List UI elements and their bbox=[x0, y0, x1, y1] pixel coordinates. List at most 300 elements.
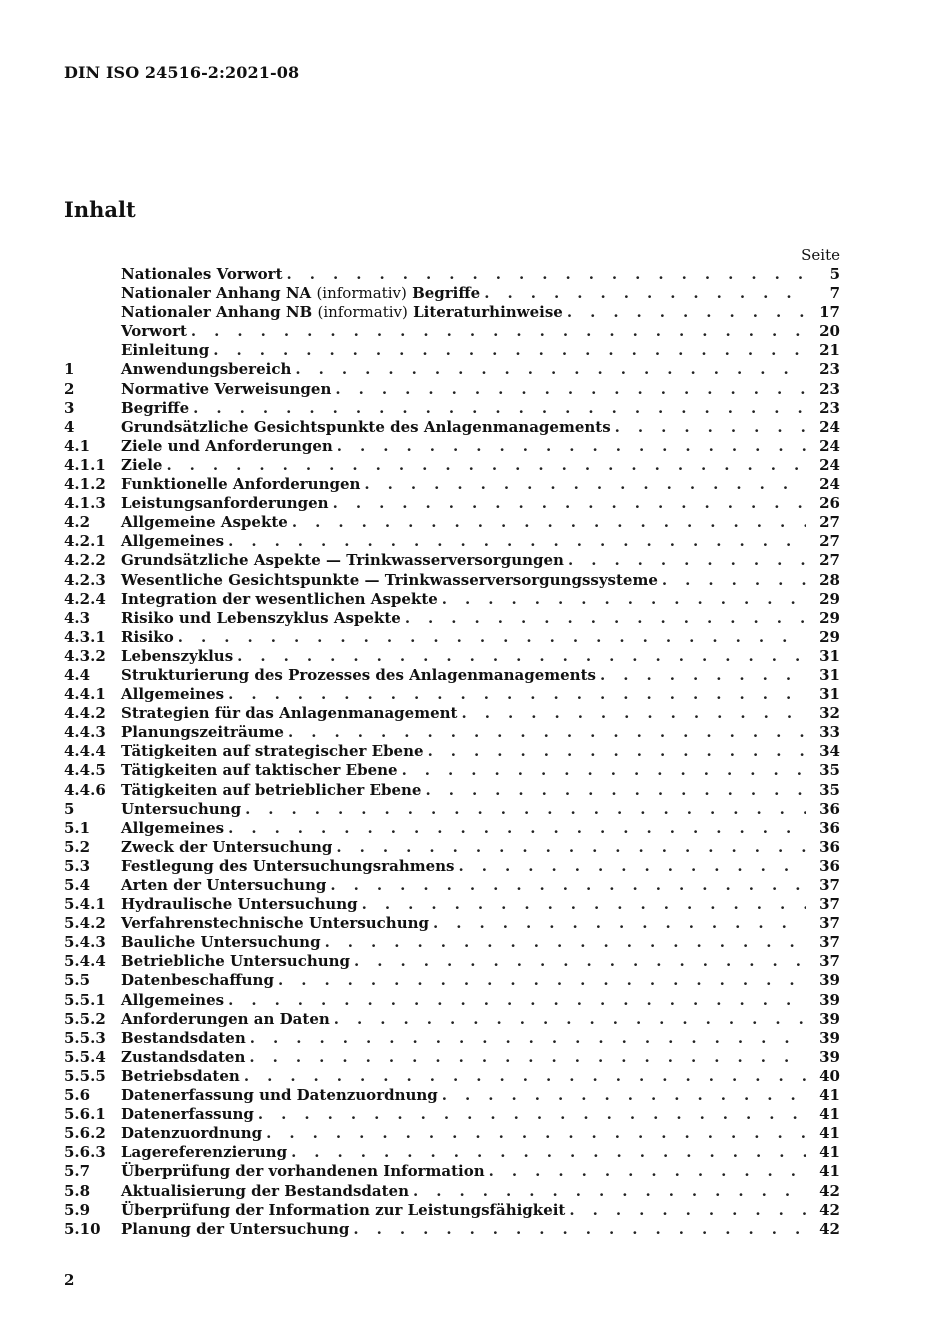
toc-leader-dots bbox=[287, 265, 806, 284]
toc-entry-title-text: Nationaler Anhang NB bbox=[121, 303, 313, 322]
toc-entry-title bbox=[121, 532, 228, 551]
toc-entry-number: 4.1.1 bbox=[64, 455, 106, 474]
toc-leader-dots bbox=[459, 857, 807, 876]
toc-leader-dots bbox=[228, 991, 806, 1010]
toc-entry-title-text: Ziele und Anforderungen bbox=[121, 436, 333, 455]
toc-entry-title-text: Allgemeine Aspekte bbox=[121, 513, 288, 532]
toc-entry-page: 29 bbox=[806, 590, 840, 609]
toc-entry-page: 20 bbox=[806, 322, 840, 341]
toc-entry-title bbox=[121, 895, 362, 914]
toc-entry[interactable] bbox=[64, 914, 840, 933]
toc-leader-dots bbox=[244, 1067, 806, 1086]
toc-entry-number: 4.1.2 bbox=[64, 475, 106, 494]
toc-entry-page: 26 bbox=[806, 494, 840, 513]
toc-entry-title bbox=[121, 819, 228, 838]
toc-entry-number: 4.2 bbox=[64, 513, 91, 532]
toc-entry[interactable] bbox=[64, 723, 840, 742]
toc-entry-number: 4.2.4 bbox=[64, 589, 106, 608]
toc-entry-page: 39 bbox=[806, 991, 840, 1010]
toc-entry-page: 42 bbox=[806, 1201, 840, 1220]
toc-entry-number: 4.1.3 bbox=[64, 494, 106, 513]
toc-entry-page: 39 bbox=[806, 971, 840, 990]
toc-entry-title-text: Bestandsdaten bbox=[121, 1028, 246, 1047]
toc-entry-number: 3 bbox=[64, 398, 75, 417]
toc-entry-title-text: Allgemeines bbox=[121, 990, 225, 1009]
toc-entry-title-suffix: Begriffe bbox=[412, 284, 481, 303]
toc-entry-number: 5.5.2 bbox=[64, 1009, 106, 1028]
toc-entry-title bbox=[121, 609, 405, 628]
toc-entry-title bbox=[121, 590, 442, 609]
toc-entry-title-text: Leistungsanforderungen bbox=[121, 494, 329, 513]
toc-entry-title bbox=[121, 1201, 569, 1220]
toc-entry-number: 5 bbox=[64, 799, 75, 818]
toc-entry-number: 5.4.2 bbox=[64, 914, 106, 933]
toc-entry-page: 39 bbox=[806, 1029, 840, 1048]
toc-entry[interactable] bbox=[64, 1029, 840, 1048]
toc-entry-page: 5 bbox=[806, 265, 840, 284]
toc-entry-title bbox=[121, 418, 615, 437]
toc-leader-dots bbox=[250, 1029, 806, 1048]
toc-entry-title bbox=[121, 571, 662, 590]
toc-entry-number: 5.6.3 bbox=[64, 1143, 106, 1162]
toc-entry-title-text: Betriebsdaten bbox=[121, 1066, 240, 1085]
toc-entry-title-text: Normative Verweisungen bbox=[121, 379, 332, 398]
toc-entry-title-text: Untersuchung bbox=[121, 799, 242, 818]
toc-entry-page: 29 bbox=[806, 609, 840, 628]
toc-entry[interactable] bbox=[64, 781, 840, 800]
toc-entry-page: 36 bbox=[806, 819, 840, 838]
toc-entry-title bbox=[121, 1105, 258, 1124]
toc-entry-page: 27 bbox=[806, 513, 840, 532]
toc-entry-page: 24 bbox=[806, 456, 840, 475]
toc-entry-number: 5.6.1 bbox=[64, 1105, 106, 1124]
toc-entry-title bbox=[121, 1220, 353, 1239]
toc-leader-dots bbox=[568, 551, 806, 570]
toc-entry-title bbox=[121, 456, 166, 475]
toc-entry-page: 24 bbox=[806, 437, 840, 456]
toc-entry[interactable] bbox=[64, 551, 840, 570]
toc-entry[interactable] bbox=[64, 857, 840, 876]
toc-entry-title bbox=[121, 1048, 249, 1067]
toc-entry-title-text: Allgemeines bbox=[121, 818, 225, 837]
toc-entry-number: 5.5 bbox=[64, 971, 91, 990]
toc-entry-title-text: Planungszeiträume bbox=[121, 723, 284, 742]
toc-entry-page: 29 bbox=[806, 628, 840, 647]
toc-entry-number: 5.8 bbox=[64, 1181, 91, 1200]
toc-entry-title-text: Risiko und Lebenszyklus Aspekte bbox=[121, 608, 401, 627]
toc-leader-dots bbox=[213, 341, 806, 360]
toc-leader-dots bbox=[662, 571, 806, 590]
toc-entry-title bbox=[121, 876, 330, 895]
toc-leader-dots bbox=[489, 1162, 806, 1181]
toc-leader-dots bbox=[288, 723, 806, 742]
toc-leader-dots bbox=[245, 800, 806, 819]
toc-entry[interactable] bbox=[64, 322, 840, 341]
toc-entry-page: 23 bbox=[806, 399, 840, 418]
toc-entry-title bbox=[121, 933, 325, 952]
toc-leader-dots bbox=[166, 456, 806, 475]
toc-entry-title bbox=[121, 647, 237, 666]
toc-leader-dots bbox=[295, 360, 806, 379]
toc-leader-dots bbox=[178, 628, 806, 647]
toc-entry-title bbox=[121, 723, 288, 742]
toc-entry-title-text: Betriebliche Untersuchung bbox=[121, 952, 351, 971]
toc-entry[interactable] bbox=[64, 628, 840, 647]
toc-leader-dots bbox=[461, 704, 806, 723]
toc-entry-title-text: Grundsätzliche Aspekte — Trinkwasserversorgungen bbox=[121, 551, 564, 570]
toc-entry-title-text: Grundsätzliche Gesichtspunkte des Anlagenmanagements bbox=[121, 417, 611, 436]
toc-entry-page: 36 bbox=[806, 857, 840, 876]
toc-entry-title-text: Zweck der Untersuchung bbox=[121, 837, 333, 856]
toc-entry-number: 4.4 bbox=[64, 665, 91, 684]
toc-leader-dots bbox=[228, 819, 806, 838]
toc-entry-title-text: Strategien für das Anlagenmanagement bbox=[121, 704, 458, 723]
toc-entry-title bbox=[121, 1086, 442, 1105]
toc-entry[interactable] bbox=[64, 1220, 840, 1239]
toc-entry-title bbox=[121, 991, 228, 1010]
toc-entry-title-text: Anforderungen an Daten bbox=[121, 1009, 330, 1028]
toc-entry-page: 37 bbox=[806, 952, 840, 971]
toc-entry-title bbox=[121, 952, 354, 971]
toc-leader-dots bbox=[442, 1086, 806, 1105]
toc-entry-title bbox=[121, 513, 292, 532]
toc-leader-dots bbox=[291, 1143, 806, 1162]
toc-leader-dots bbox=[228, 685, 806, 704]
toc-entry[interactable] bbox=[64, 1048, 840, 1067]
toc-entry[interactable] bbox=[64, 1067, 840, 1086]
toc-entry-title-text: Tätigkeiten auf taktischer Ebene bbox=[121, 761, 398, 780]
toc-entry-number: 4.2.1 bbox=[64, 532, 106, 551]
toc-entry-number: 5.6.2 bbox=[64, 1124, 106, 1143]
toc-entry-page: 32 bbox=[806, 704, 840, 723]
toc-entry[interactable] bbox=[64, 1162, 840, 1181]
toc-entry[interactable] bbox=[64, 303, 840, 322]
toc-entry-number: 5.3 bbox=[64, 856, 91, 875]
toc-entry-title bbox=[121, 857, 459, 876]
toc-entry-title-text: Hydraulische Untersuchung bbox=[121, 895, 358, 914]
toc-leader-dots bbox=[484, 284, 806, 303]
toc-leader-dots bbox=[354, 952, 806, 971]
toc-entry-number: 4.4.5 bbox=[64, 761, 106, 780]
toc-entry-title-text: Allgemeines bbox=[121, 532, 225, 551]
toc-entry-page: 41 bbox=[806, 1162, 840, 1181]
toc-entry-number: 4.4.3 bbox=[64, 723, 106, 742]
toc-entry-page: 37 bbox=[806, 876, 840, 895]
toc-entry-page: 35 bbox=[806, 781, 840, 800]
toc-entry-title bbox=[121, 551, 568, 570]
toc-leader-dots bbox=[325, 933, 806, 952]
toc-entry-title-suffix: Literaturhinweise bbox=[413, 303, 563, 322]
toc-entry-page: 41 bbox=[806, 1086, 840, 1105]
toc-entry-number: 4 bbox=[64, 417, 75, 436]
toc-entry-page: 41 bbox=[806, 1124, 840, 1143]
toc-entry-page: 24 bbox=[806, 418, 840, 437]
toc-entry-title-text: Tätigkeiten auf strategischer Ebene bbox=[121, 742, 424, 761]
toc-entry-title-text: Überprüfung der Information zur Leistungsfähigkeit bbox=[121, 1200, 566, 1219]
toc-entry[interactable] bbox=[64, 742, 840, 761]
toc-entry[interactable] bbox=[64, 1201, 840, 1220]
toc-entry-number: 1 bbox=[64, 360, 75, 379]
toc-entry-title bbox=[121, 341, 213, 360]
toc-entry-number: 5.5.3 bbox=[64, 1028, 106, 1047]
toc-entry[interactable] bbox=[64, 1182, 840, 1201]
toc-entry-title bbox=[121, 1162, 489, 1181]
toc-leader-dots bbox=[567, 303, 806, 322]
toc-entry-title bbox=[121, 494, 333, 513]
toc-entry-note: (informativ) bbox=[316, 284, 407, 303]
toc-leader-dots bbox=[364, 475, 806, 494]
toc-entry-note: (informativ) bbox=[317, 303, 408, 322]
toc-entry-title bbox=[121, 1143, 291, 1162]
toc-entry-title-text: Strukturierung des Prozesses des Anlagenmanagements bbox=[121, 665, 596, 684]
toc-entry[interactable] bbox=[64, 933, 840, 952]
toc-leader-dots bbox=[336, 838, 806, 857]
toc-entry-page: 36 bbox=[806, 838, 840, 857]
toc-entry-title bbox=[121, 914, 433, 933]
toc-entry-title-text: Funktionelle Anforderungen bbox=[121, 475, 361, 494]
toc-entry-title-text: Überprüfung der vorhandenen Information bbox=[121, 1162, 485, 1181]
toc-entry-title bbox=[121, 1124, 266, 1143]
toc-entry-title bbox=[121, 475, 364, 494]
toc-entry[interactable] bbox=[64, 838, 840, 857]
toc-entry-page: 41 bbox=[806, 1105, 840, 1124]
toc-entry[interactable] bbox=[64, 952, 840, 971]
toc-entry[interactable] bbox=[64, 666, 840, 685]
toc-entry-title bbox=[121, 1067, 244, 1086]
toc-leader-dots bbox=[353, 1220, 806, 1239]
toc-entry-title-text: Datenerfassung bbox=[121, 1105, 254, 1124]
toc-entry[interactable] bbox=[64, 571, 840, 590]
toc-leader-dots bbox=[333, 494, 806, 513]
toc-entry-number: 5.4.3 bbox=[64, 933, 106, 952]
toc-entry-title-text: Einleitung bbox=[121, 341, 210, 360]
toc-entry[interactable] bbox=[64, 475, 840, 494]
toc-entry-number: 4.4.4 bbox=[64, 742, 106, 761]
toc-entry-title bbox=[121, 303, 567, 322]
toc-entry-page: 39 bbox=[806, 1010, 840, 1029]
toc-entry-title bbox=[121, 322, 191, 341]
toc-entry-title bbox=[121, 761, 402, 780]
toc-entry-page: 34 bbox=[806, 742, 840, 761]
toc-entry-title-text: Wesentliche Gesichtspunkte — Trinkwasserversorgungssysteme bbox=[121, 570, 658, 589]
toc-entry[interactable] bbox=[64, 991, 840, 1010]
toc-entry[interactable] bbox=[64, 532, 840, 551]
toc-entry-number: 5.4 bbox=[64, 876, 91, 894]
toc-heading: Inhalt bbox=[64, 197, 136, 222]
toc-entry-page: 7 bbox=[806, 284, 840, 303]
toc-entry-title-text: Nationales Vorwort bbox=[121, 265, 283, 283]
toc-entry[interactable] bbox=[64, 1124, 840, 1143]
toc-entry-title bbox=[121, 838, 336, 857]
toc-entry-title bbox=[121, 781, 425, 800]
toc-entry[interactable] bbox=[64, 819, 840, 838]
page-number: 2 bbox=[64, 1271, 75, 1289]
toc-entry-number: 4.4.6 bbox=[64, 780, 106, 799]
toc-entry-number: 5.10 bbox=[64, 1219, 101, 1238]
document-id: DIN ISO 24516-2:2021-08 bbox=[64, 63, 300, 82]
toc-entry-title-text: Datenzuordnung bbox=[121, 1124, 263, 1143]
toc-entry-page: 23 bbox=[806, 360, 840, 379]
toc-entry-number: 2 bbox=[64, 379, 75, 398]
toc-entry-page: 42 bbox=[806, 1220, 840, 1239]
toc-entry[interactable] bbox=[64, 399, 840, 418]
toc-entry-title bbox=[121, 1182, 413, 1201]
toc-entry-number: 5.4.1 bbox=[64, 895, 106, 914]
toc-entry[interactable] bbox=[64, 685, 840, 704]
toc-entry-title-text: Aktualisierung der Bestandsdaten bbox=[121, 1181, 409, 1200]
toc-entry-title bbox=[121, 1010, 334, 1029]
toc-entry-page: 27 bbox=[806, 551, 840, 570]
toc-entry-number: 4.4.2 bbox=[64, 704, 106, 723]
toc-leader-dots bbox=[249, 1048, 806, 1067]
toc-leader-dots bbox=[258, 1105, 806, 1124]
toc-leader-dots bbox=[413, 1182, 806, 1201]
toc-entry-title-text: Ziele bbox=[121, 455, 163, 474]
toc-entry-title bbox=[121, 704, 461, 723]
toc-entry-page: 31 bbox=[806, 666, 840, 685]
toc-entry-page: 17 bbox=[806, 303, 840, 322]
toc-entry-title bbox=[121, 437, 337, 456]
toc-entry-title bbox=[121, 800, 245, 819]
toc-entry-page: 37 bbox=[806, 933, 840, 952]
toc-leader-dots bbox=[433, 914, 806, 933]
toc-entry-page: 31 bbox=[806, 685, 840, 704]
toc-entry[interactable] bbox=[64, 456, 840, 475]
toc-leader-dots bbox=[405, 609, 806, 628]
toc-entry-page: 33 bbox=[806, 723, 840, 742]
toc-entry-page: 23 bbox=[806, 380, 840, 399]
toc-entry-page: 39 bbox=[806, 1048, 840, 1067]
toc-entry[interactable] bbox=[64, 1105, 840, 1124]
toc-leader-dots bbox=[615, 418, 806, 437]
toc-leader-dots bbox=[402, 761, 806, 780]
toc-entry-title-text: Tätigkeiten auf betrieblicher Ebene bbox=[121, 780, 422, 799]
toc-entry-page: 27 bbox=[806, 532, 840, 551]
toc-entry-title-text: Planung der Untersuchung bbox=[121, 1219, 350, 1238]
toc-entry[interactable] bbox=[64, 360, 840, 379]
toc-entry-page: 40 bbox=[806, 1067, 840, 1086]
toc-leader-dots bbox=[292, 513, 806, 532]
toc-entry[interactable] bbox=[64, 704, 840, 723]
toc-entry-title-text: Festlegung des Untersuchungsrahmens bbox=[121, 856, 455, 875]
toc-entry[interactable] bbox=[64, 341, 840, 360]
toc-entry-page: 42 bbox=[806, 1182, 840, 1201]
toc-entry-page: 37 bbox=[806, 895, 840, 914]
toc-entry[interactable] bbox=[64, 284, 840, 303]
table-of-contents bbox=[64, 265, 840, 1239]
toc-leader-dots bbox=[278, 971, 806, 990]
toc-entry-title-text: Begriffe bbox=[121, 398, 190, 417]
toc-entry[interactable] bbox=[64, 647, 840, 666]
toc-entry-number: 5.5.1 bbox=[64, 990, 106, 1009]
toc-entry-number: 5.5.4 bbox=[64, 1047, 106, 1066]
toc-entry-title bbox=[121, 284, 484, 303]
toc-entry-number: 4.3.2 bbox=[64, 646, 106, 665]
toc-entry[interactable] bbox=[64, 590, 840, 609]
toc-leader-dots bbox=[335, 380, 806, 399]
toc-entry-title bbox=[121, 628, 178, 647]
toc-entry[interactable] bbox=[64, 1143, 840, 1162]
toc-leader-dots bbox=[237, 647, 806, 666]
toc-entry-number: 5.2 bbox=[64, 837, 91, 856]
toc-entry-number: 5.1 bbox=[64, 818, 91, 837]
toc-entry-title bbox=[121, 380, 335, 399]
toc-entry-title-text: Anwendungsbereich bbox=[121, 360, 292, 379]
toc-entry-title-text: Lagereferenzierung bbox=[121, 1143, 288, 1162]
toc-entry[interactable] bbox=[64, 437, 840, 456]
toc-entry-title bbox=[121, 971, 278, 990]
toc-entry-page: 41 bbox=[806, 1143, 840, 1162]
toc-leader-dots bbox=[425, 781, 806, 800]
toc-entry-title-text: Datenerfassung und Datenzuordnung bbox=[121, 1086, 438, 1105]
toc-entry-title bbox=[121, 685, 228, 704]
toc-entry-number: 4.3.1 bbox=[64, 627, 106, 646]
toc-entry-title bbox=[121, 666, 600, 685]
toc-entry[interactable] bbox=[64, 1010, 840, 1029]
toc-entry-title-text: Integration der wesentlichen Aspekte bbox=[121, 589, 438, 608]
toc-entry[interactable] bbox=[64, 418, 840, 437]
toc-entry-page: 35 bbox=[806, 761, 840, 780]
toc-entry-number: 5.7 bbox=[64, 1162, 91, 1181]
toc-leader-dots bbox=[193, 399, 806, 418]
toc-entry-title bbox=[121, 399, 193, 418]
toc-leader-dots bbox=[191, 322, 806, 341]
toc-leader-dots bbox=[569, 1201, 806, 1220]
toc-entry[interactable] bbox=[64, 513, 840, 532]
toc-entry-number: 4.2.3 bbox=[64, 570, 106, 589]
toc-entry[interactable] bbox=[64, 971, 840, 990]
toc-leader-dots bbox=[330, 876, 806, 895]
toc-leader-dots bbox=[362, 895, 806, 914]
toc-entry-title-text: Allgemeines bbox=[121, 685, 225, 704]
toc-entry-title-text: Arten der Untersuchung bbox=[121, 876, 327, 894]
toc-entry-number: 5.9 bbox=[64, 1200, 91, 1219]
toc-entry-title bbox=[121, 742, 428, 761]
toc-leader-dots bbox=[337, 437, 806, 456]
toc-leader-dots bbox=[266, 1124, 806, 1143]
toc-entry-title-text: Risiko bbox=[121, 627, 174, 646]
toc-entry[interactable] bbox=[64, 1086, 840, 1105]
toc-entry-title-text: Lebenszyklus bbox=[121, 646, 234, 665]
toc-entry-number: 4.1 bbox=[64, 436, 91, 455]
toc-entry-page: 24 bbox=[806, 475, 840, 494]
toc-entry[interactable] bbox=[64, 761, 840, 780]
toc-entry-number: 4.3 bbox=[64, 608, 91, 627]
toc-entry-number: 5.4.4 bbox=[64, 952, 106, 971]
toc-entry-page: 31 bbox=[806, 647, 840, 666]
toc-entry[interactable] bbox=[64, 800, 840, 819]
toc-entry-title-text: Nationaler Anhang NA bbox=[121, 284, 312, 303]
toc-entry-title-text: Bauliche Untersuchung bbox=[121, 933, 321, 952]
toc-entry-title-text: Vorwort bbox=[121, 322, 187, 341]
toc-entry-title-text: Zustandsdaten bbox=[121, 1047, 246, 1066]
toc-entry[interactable] bbox=[64, 265, 840, 284]
toc-entry-title bbox=[121, 1029, 250, 1048]
toc-entry[interactable] bbox=[64, 380, 840, 399]
toc-entry-page: 36 bbox=[806, 800, 840, 819]
toc-entry-page: 37 bbox=[806, 914, 840, 933]
toc-leader-dots bbox=[600, 666, 806, 685]
toc-leader-dots bbox=[228, 532, 806, 551]
toc-leader-dots bbox=[334, 1010, 806, 1029]
toc-entry-number: 4.4.1 bbox=[64, 685, 106, 704]
toc-entry[interactable] bbox=[64, 876, 840, 895]
page-column-label: Seite bbox=[801, 246, 840, 264]
toc-entry-title bbox=[121, 360, 295, 379]
toc-entry[interactable] bbox=[64, 494, 840, 513]
toc-entry[interactable] bbox=[64, 609, 840, 628]
toc-entry[interactable] bbox=[64, 895, 840, 914]
